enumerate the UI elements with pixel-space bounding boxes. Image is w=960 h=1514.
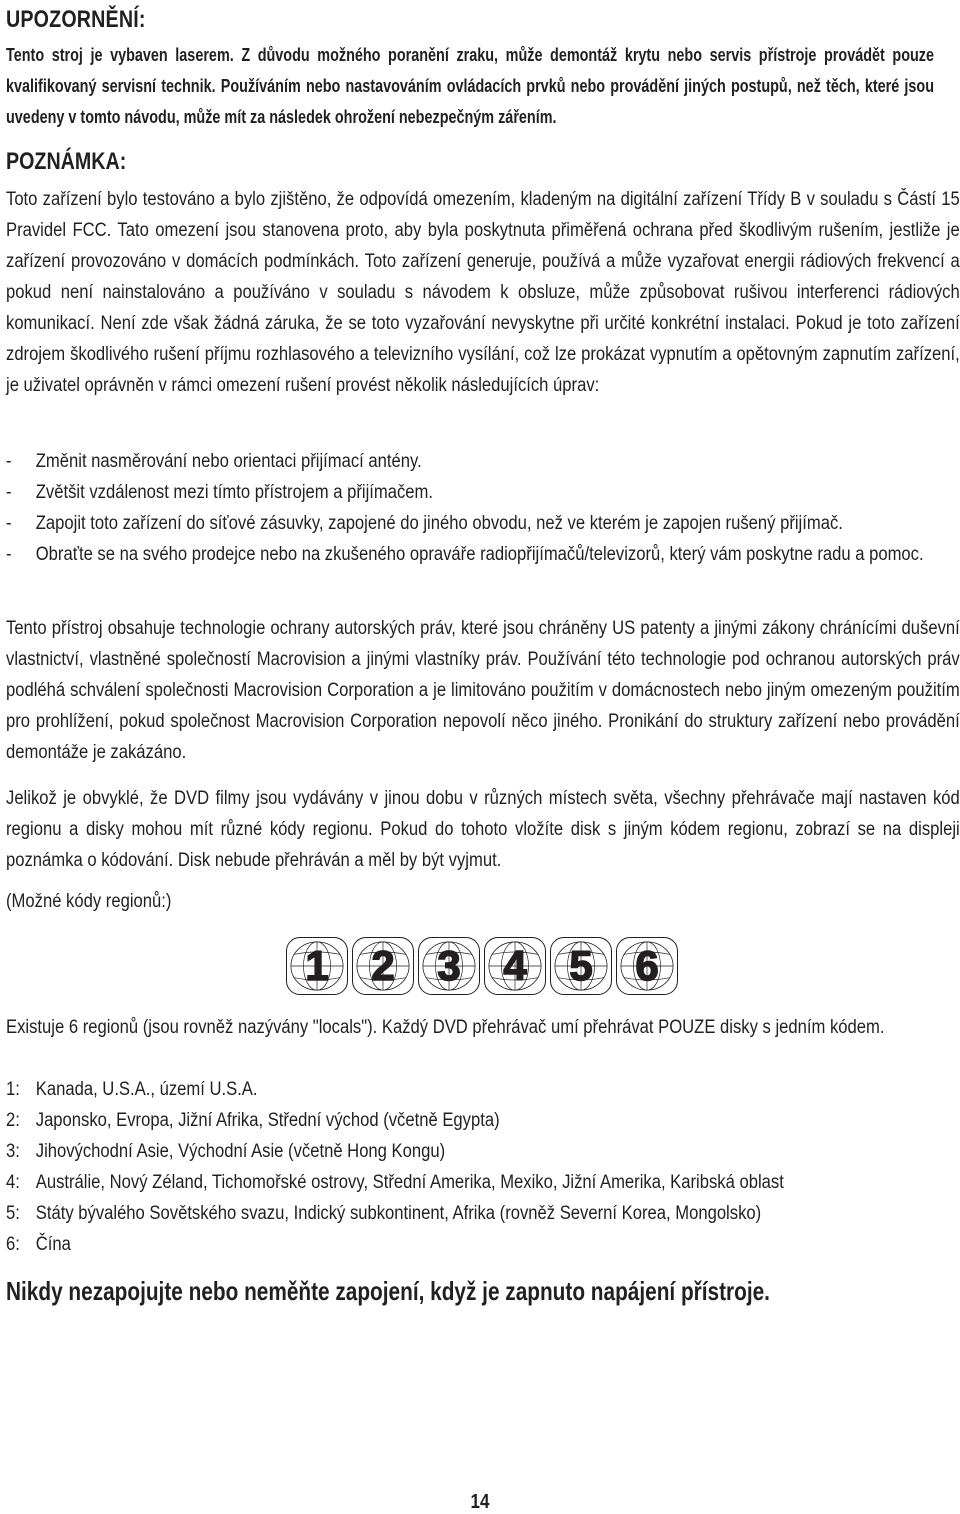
region-code-label: 1 [305,942,329,989]
note-heading: POZNÁMKA: [6,148,127,175]
region-code-label: 4 [503,942,527,989]
region-paragraph: Jelikož je obvyklé, že DVD filmy jsou vydávány v jinou dobu v různých místech světa, všechny přehrávače mají nastaven kód regionu a disky mohou mít různé kódy regionu. Pokud do tohoto vložíte disk s jiným kódem regionu, zobrazí se na displeji poznámka o kódování. Disk nebude přehráván a měl by být vyjmut. [6,788,960,871]
region-code-icons [286,937,678,997]
list-item: 6: Čína [6,1234,71,1255]
region-4-globe-icon [484,937,546,995]
list-item: 1: Kanada, U.S.A., území U.S.A. [6,1079,258,1100]
list-item: - Obraťte se na svého prodejce nebo na zkušeného opraváře radiopřijímačů/televizorů, který vám poskytne radu a pomoc. [6,544,924,565]
list-item: 2: Japonsko, Evropa, Jižní Afrika, Střední východ (včetně Egypta) [6,1110,500,1131]
list-item: 5: Státy bývalého Sovětského svazu, Indický subkontinent, Afrika (rovněž Severní Korea, Mongolsko) [6,1203,762,1224]
list-item: 4: Austrálie, Nový Zéland, Tichomořské ostrovy, Střední Amerika, Mexiko, Jižní Amerika, Karibská oblast [6,1172,784,1193]
region-3-globe-icon [418,937,480,995]
warning-heading: UPOZORNĚNÍ: [6,6,146,33]
region-code-label: 6 [635,942,659,989]
region-2-globe-icon [352,937,414,995]
region-list [6,1074,960,1260]
region-5-globe-icon [550,937,612,995]
region-code-label: 5 [569,942,593,989]
page-number: 14 [470,1491,490,1513]
regions-count-paragraph: Existuje 6 regionů (jsou rovněž nazývány "locals"). Každý DVD přehrávač umí přehrávat POUZE disky s jedním kódem. [6,1017,885,1038]
final-warning: Nikdy nezapojujte nebo neměňte zapojení, když je zapnuto napájení přístroje. [6,1276,770,1306]
possible-codes-label: (Možné kódy regionů:) [6,891,172,912]
region-1-globe-icon [286,937,348,995]
list-item: - Zvětšit vzdálenost mezi tímto přístrojem a přijímačem. [6,482,434,503]
list-item: 3: Jihovýchodní Asie, Východní Asie (včetně Hong Kongu) [6,1141,446,1162]
fcc-note-paragraph: Toto zařízení bylo testováno a bylo zjištěno, že odpovídá omezením, kladeným na digitální zařízení Třídy B v souladu s Částí 15 Pravidel FCC. Tato omezení jsou stanovena proto, aby byla poskytnuta přiměřená ochrana před škodlivým rušením, jestliže je zařízení provozováno v domácích podmínkách. Toto zařízení generuje, používá a může vyzařovat energii rádiových frekvencí a pokud není nainstalováno a používáno v souladu s návodem k obsluze, může způsobovat rušivou interferenci rádiových komunikací. Není zde však žádná záruka, že se toto vyzařování nevyskytne při určité konkrétní instalaci. Pokud je toto zařízení zdrojem škodlivého rušení příjmu rozhlasového a televizního vysílání, což lze prokázat vypnutím a opětovným zapnutím zařízení, je uživatel oprávněn v rámci omezení rušení provést několik následujících úprav: [6,189,960,396]
region-code-label: 3 [437,942,461,989]
region-6-globe-icon [616,937,678,995]
warning-paragraph: Tento stroj je vybaven laserem. Z důvodu možného poranění zraku, může demontáž krytu nebo servis přístroje provádět pouze kvalifikovaný servisní technik. Používáním nebo nastavováním ovládacích prvků nebo provádění jiných postupů, než těch, které jsou uvedeny v tomto návodu, může mít za následek ohrožení nebezpečným zářením. [6,45,934,127]
list-item: - Změnit nasměrování nebo orientaci přijímací antény. [6,451,422,472]
macrovision-paragraph: Tento přístroj obsahuje technologie ochrany autorských práv, které jsou chráněny US patenty a jinými zákony chránícími duševní vlastnictví, vlastněné společností Macrovision a jinými vlastníky práv. Používání této technologie pod ochranou autorských práv podléhá schválení společnosti Macrovision Corporation a je limitováno použitím v domácnostech nebo jiným omezeným použitím pro prohlížení, pokud společnost Macrovision Corporation nepovolí něco jiného. Pronikání do struktury zařízení nebo provádění demontáže je zakázáno. [6,618,960,763]
list-item: - Zapojit toto zařízení do síťové zásuvky, zapojené do jiného obvodu, než ve kterém je zapojen rušený přijímač. [6,513,843,534]
region-code-label: 2 [371,942,395,989]
remedy-list [6,446,960,570]
